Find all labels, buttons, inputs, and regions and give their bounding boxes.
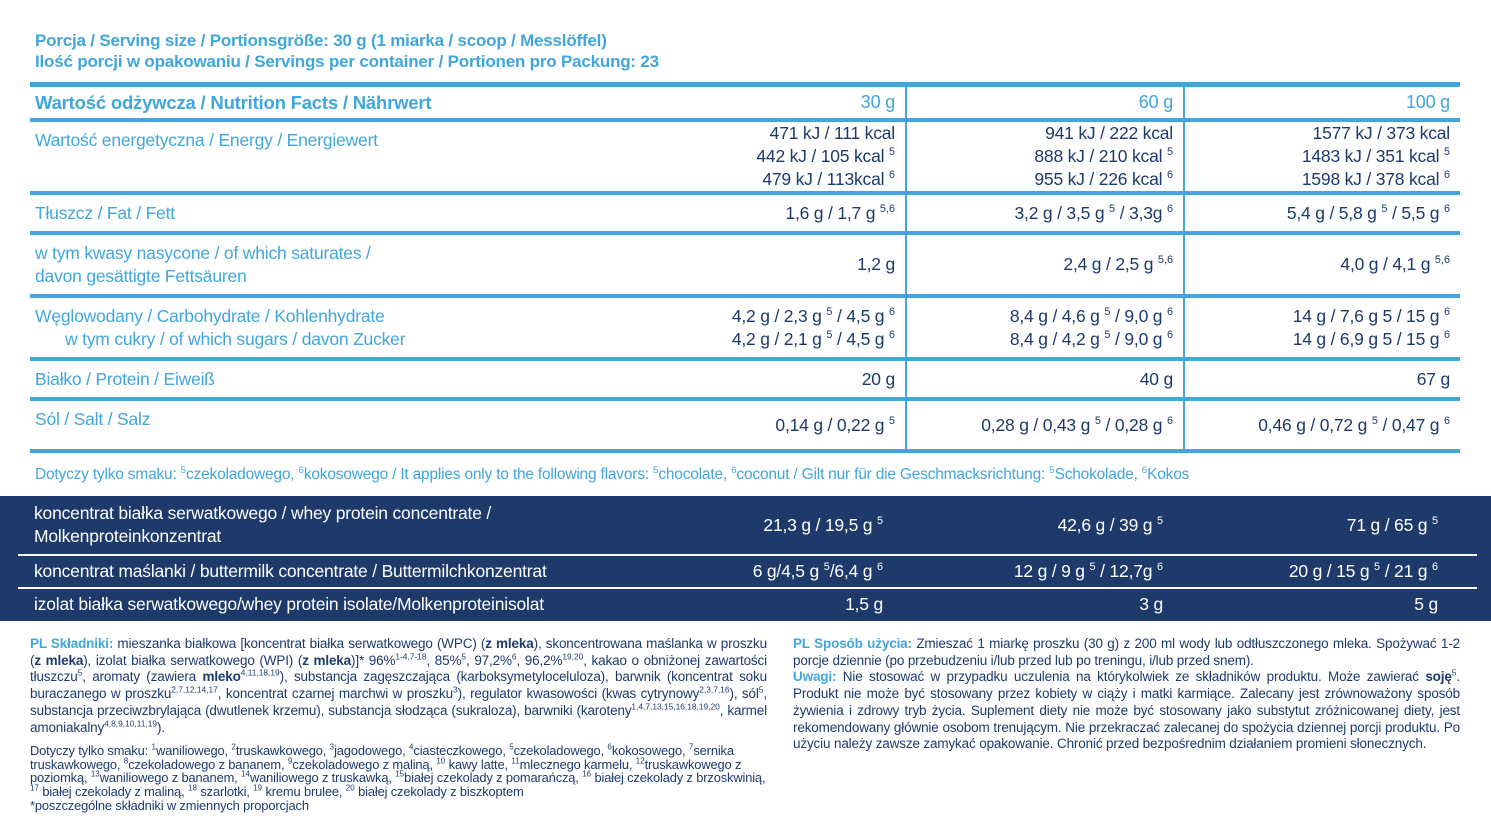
value-cell-100g: 5 g: [1414, 594, 1438, 614]
band-rows: [18, 496, 1477, 620]
warnings-paragraph: Uwagi: Nie stosować w przypadku uczulenia na którykolwiek ze składników produktu. Może zawierać soję$^5$. Produkt nie może być stosowany przez kobiety w ciąży i matki karmiące. Zalecany jest zrównoważony sposób żywienia i zdrowy tryb życia. Suplement diety nie może być stosowany jako substytut zróżnicowanej diety, jest rekomendowany głównie osobom trenującym. Nie przekraczać zalecanej do spożycia dziennej porcji produktu. Po użyciu należy zawsze zamykać opakowanie. Chronić przed bezpośrednim działaniem promieni słonecznych.: [793, 667, 1460, 752]
nutrition-rows: [30, 118, 1460, 449]
table-header-row: [30, 87, 1460, 118]
table-row-protein: [30, 357, 1460, 397]
table-title: Wartość odżywcza / Nutrition Facts / Nährwert: [35, 92, 432, 113]
value-cell-30g: 1,6 g / 1,7 g $^{5,6}$: [785, 202, 895, 223]
flavor-numbers-paragraph: Dotyczy tylko smaku: $^1$waniliowego, $^2$truskawkowego, $^3$jagodowego, $^4$ciasteczkowego, $^5$czekoladowego, $^6$kokosowego, $^7$sernika truskawkowego, $^8$czekoladowego z bananem, $^9$czekoladowego z maliną, $^{10}$ kawy latte, $^{11}$mlecznego karmelu, $^{12}$truskawkowego z poziomką, $^{13}$waniliowego z bananem, $^{14}$waniliowego z truskawką, $^{15}$białej czekolady z pomarańczą, $^{16}$ białej czekolady z brzoskwinią, $^{17}$ białej czekolady z maliną, $^{18}$ szarlotki, $^{19}$ kremu brulee, $^{20}$ białej czekolady z biszkoptem: [30, 742, 766, 799]
value-cell-60g: 3,2 g / 3,5 g $^5$ / 3,3g $^6$: [905, 195, 1185, 231]
row-label: izolat białka serwatkowego/whey protein isolate/Molkenproteinisolat: [34, 594, 544, 614]
value-cell-60g: 3 g: [1139, 594, 1163, 614]
table-row-saturates: [30, 231, 1460, 294]
value-cell-100g: 5,4 g / 5,8 g $^5$ / 5,5 g $^6$: [1286, 202, 1450, 223]
value-cell-60g: 12 g / 9 g $^5$ / 12,7g $^6$: [1013, 561, 1163, 581]
serving-size-line: Porcja / Serving size / Portionsgröße: 30 g (1 miarka / scoop / Messlöffel): [35, 31, 607, 50]
value-cell-30g: 20 g: [861, 368, 895, 389]
value-cell-60g: 40 g: [905, 361, 1185, 397]
servings-per-container-line: Ilość porcji w opakowaniu / Servings per container / Portionen pro Packung: 23: [35, 52, 659, 71]
usage-paragraph: PL Sposób użycia: Zmieszać 1 miarkę proszku (30 g) z 200 ml wody lub odtłuszczonego mleka. Spożywać 1-2 porcje dziennie (po przebudzeniu i/lub przed lub po treningu, i/lub przed snem).: [793, 636, 1460, 668]
value-cell-30g: 4,2 g / 2,3 g $^5$ / 4,5 g $^6$ 4,2 g / 2,1 g $^5$ / 4,5 g $^6$: [731, 305, 895, 349]
variable-proportions-note: *poszczególne składniki w zmiennych proporcjach: [30, 797, 309, 813]
value-cell-100g: 14 g / 7,6 g 5 / 15 g $^6$ 14 g / 6,9 g 5 / 15 g $^6$: [1292, 305, 1450, 349]
column-header-100g: 100 g: [1405, 92, 1450, 112]
bottom-section: [30, 636, 1460, 812]
value-cell-60g: 941 kJ / 222 kcal 888 kJ / 210 kcal $^5$ 955 kJ / 226 kcal $^6$: [905, 122, 1185, 191]
value-cell-30g: 6 g/4,5 g $^5$/6,4 g $^6$: [752, 561, 883, 581]
value-cell-100g: 20 g / 15 g $^5$ / 21 g $^6$: [1288, 561, 1438, 581]
value-cell-60g: 2,4 g / 2,5 g $^{5,6}$: [905, 235, 1185, 294]
usage-column: [793, 636, 1460, 753]
row-label: Sól / Salt / Salz: [35, 409, 151, 429]
value-cell-100g: 0,46 g / 0,72 g $^5$ / 0,47 g $^6$: [1258, 414, 1450, 435]
serving-info: [30, 30, 1460, 72]
row-label: Węglowodany / Carbohydrate / Kohlenhydrate w tym cukry / of which sugars / davon Zucker: [35, 306, 406, 349]
table-row-energy: [30, 118, 1460, 191]
column-header-30g: 30 g: [860, 92, 895, 112]
value-cell-100g: 67 g: [1416, 368, 1450, 389]
row-label: Białko / Protein / Eiweiß: [35, 369, 215, 389]
ingredients-paragraph: PL Składniki: mieszanka białkowa [koncentrat białka serwatkowego (WPC) (z mleka), skoncentrowana maślanka w proszku (z mleka), izolat białka serwatkowego (WPI) (z mleka)]* 96%$^{1-4,7-18}$, 85%$^5$, 97,2%$^6$, 96,2%$^{19,20}$, kakao o obniżonej zawartości tłuszczu$^5$, aromaty (zawiera mleko$^{4,11,18,19}$), substancja zagęszczająca (karboksymetyloceluloza), barwnik (koncentrat soku buraczanego w proszku$^{2,7,12,14,17}$, koncentrat czarnej marchwi w proszku$^3$), regulator kwasowości (kwas cytrynowy$^{2,3,7,16}$), sól$^5$, substancja przeciwzbrylająca (dwutlenek krzemu), substancja słodząca (sukraloza), barwniki (karoteny$^{1,4,7,13,15,16,18,19,20}$, karmel amoniakalny$^{4,8,9,10,11,19}$).: [30, 636, 768, 735]
band-row-whey-protein-isolate: [18, 587, 1477, 620]
row-label: koncentrat maślanki / buttermilk concentrate / Buttermilchkonzentrat: [34, 561, 547, 581]
ingredient-amounts-band: [0, 496, 1491, 621]
table-row-fat: [30, 191, 1460, 231]
value-cell-30g: 1,5 g: [845, 594, 883, 614]
table-row-carbohydrate: [30, 294, 1460, 357]
row-label: koncentrat białka serwatkowego / whey protein concentrate / Molkenproteinkonzentrat: [34, 503, 492, 546]
value-cell-30g: 0,14 g / 0,22 g $^5$: [775, 414, 895, 435]
value-cell-30g: 1,2 g: [857, 254, 895, 274]
value-cell-100g: 1577 kJ / 373 kcal 1483 kJ / 351 kcal $^5$ 1598 kJ / 378 kcal $^6$: [1301, 123, 1450, 189]
column-header-60g: 60 g: [905, 87, 1185, 118]
flavors-footnote: Dotyczy tylko smaku: $^5$czekoladowego, $^6$kokosowego / It applies only to the following flavors: $^5$chocolate, $^6$coconut / Gilt nur für die Geschmacksrichtung: $^5$Schokolade, $^6$Kokos: [35, 464, 1190, 483]
ingredients-column: [30, 636, 767, 812]
value-cell-60g: 42,6 g / 39 g $^5$: [1057, 514, 1163, 535]
value-cell-60g: 8,4 g / 4,6 g $^5$ / 9,0 g $^6$ 8,4 g / 4,2 g $^5$ / 9,0 g $^6$: [905, 298, 1185, 357]
value-cell-60g: 0,28 g / 0,43 g $^5$ / 0,28 g $^6$: [905, 401, 1185, 449]
row-label: w tym kwasy nasycone / of which saturates / davon gesättigte Fettsäuren: [35, 243, 371, 286]
value-cell-30g: 21,3 g / 19,5 g $^5$: [763, 514, 883, 535]
row-label: Tłuszcz / Fat / Fett: [35, 203, 175, 223]
value-cell-100g: 4,0 g / 4,1 g $^{5,6}$: [1340, 254, 1450, 274]
row-label: Wartość energetyczna / Energy / Energiewert: [35, 130, 378, 150]
value-cell-100g: 71 g / 65 g $^5$: [1346, 514, 1438, 535]
nutrition-table: [30, 82, 1460, 453]
band-row-buttermilk-concentrate: [18, 554, 1477, 587]
table-row-salt: [30, 397, 1460, 449]
band-row-whey-protein-concentrate: [18, 496, 1477, 554]
value-cell-30g: 471 kJ / 111 kcal 442 kJ / 105 kcal $^5$ 479 kJ / 113kcal $^6$: [756, 123, 895, 189]
